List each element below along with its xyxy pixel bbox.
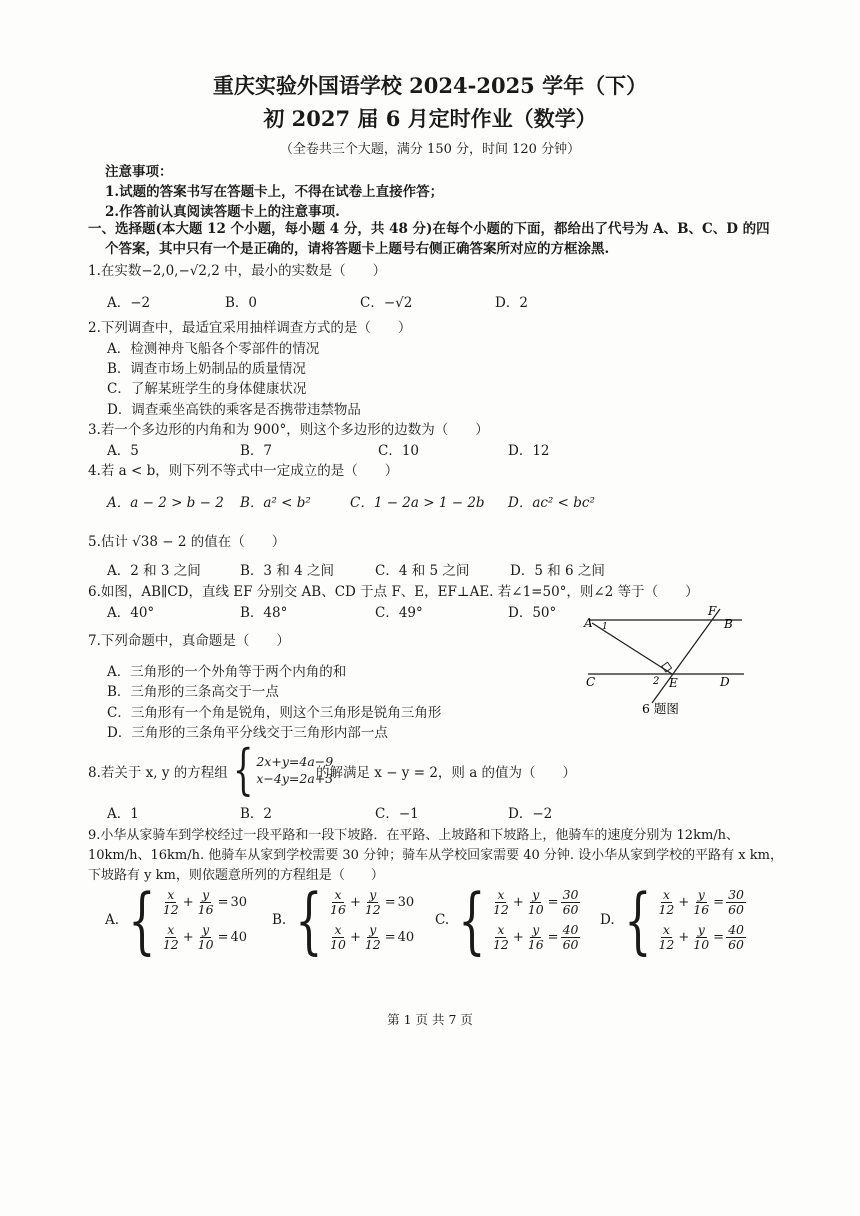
fraction (726, 888, 746, 917)
fraction (491, 888, 511, 917)
fraction-denominator: 12 (658, 902, 675, 917)
fraction-denominator: 12 (364, 937, 381, 952)
q3-option-a: A．5 (107, 443, 139, 459)
fraction-denominator: 12 (658, 937, 675, 952)
q4-option-d: D．ac² < bc² (508, 495, 595, 511)
q7-option-d: D．三角形的三条角平分线交于三角形内部一点 (107, 725, 388, 741)
fraction (561, 888, 581, 917)
section1-line1: 一、选择题(本大题 12 个小题，每小题 4 分，共 48 分)在每个小题的下面，都给出了代号为 A、B、C、D 的四 (88, 221, 770, 237)
q1-stem: 1.在实数−2,0,−√2,2 中，最小的实数是（ ） (88, 263, 387, 279)
fraction-denominator: 16 (197, 902, 214, 917)
q9-equation-row (656, 923, 746, 952)
fig-label-angle2: 2 (653, 676, 660, 687)
equals-sign: = (713, 895, 725, 910)
q6-figure-caption: 6 题图 (642, 701, 679, 716)
q4-option-a: A．a − 2 > b − 2 (107, 495, 224, 511)
q9-equation-row (656, 888, 746, 917)
fraction (491, 923, 511, 952)
fraction-numerator: x (662, 887, 670, 902)
fraction (363, 888, 383, 917)
q8-stem-pre: 8.若关于 x, y 的方程组 (88, 765, 228, 781)
q9-option-c (435, 878, 580, 962)
fraction-denominator: 10 (330, 937, 346, 952)
q8-option-c: C．−1 (375, 806, 419, 822)
q6-stem: 6.如图，AB∥CD，直线 EF 分别交 AB、CD 于点 F、E，EF⊥AE. 若∠1=50°，则∠2 等于（ ） (88, 584, 699, 600)
q9-option-label: B. (272, 912, 287, 928)
fraction-numerator: y (697, 887, 705, 902)
rhs-value: 40 (397, 930, 415, 945)
q9-line3: 下坡路有 y km，则依题意所列的方程组是（ ） (88, 868, 384, 883)
fraction-numerator: y (369, 922, 377, 937)
q3-option-b: B．7 (240, 443, 273, 459)
plus-sign: + (512, 895, 524, 910)
rhs-value: 30 (397, 895, 415, 910)
q9-option-d (600, 878, 746, 962)
q7-stem: 7.下列命题中，真命题是（ ） (88, 633, 290, 649)
fraction-denominator: 10 (197, 937, 214, 952)
fraction-denominator: 12 (162, 902, 179, 917)
fraction (526, 888, 546, 917)
fraction-denominator: 16 (527, 937, 544, 952)
fraction-denominator: 16 (693, 902, 710, 917)
q1-option-c: C．−√2 (360, 295, 413, 311)
q5-stem: 5.估计 √38 − 2 的值在（ ） (88, 534, 286, 550)
fraction-numerator: x (167, 922, 175, 937)
q8-option-a: A．1 (107, 806, 139, 822)
q5-option-c: C．4 和 5 之间 (375, 563, 470, 579)
plus-sign: + (678, 930, 690, 945)
q8-stem-post: 的解满足 x − y = 2，则 a 的值为（ ） (316, 765, 577, 781)
q9-option-b (272, 878, 415, 962)
fig-label-e: E (669, 676, 678, 690)
exam-title-subject: 初 2027 届 6 月定时作业（数学） (263, 106, 597, 131)
equals-sign: = (384, 895, 396, 910)
fraction (691, 923, 711, 952)
fraction-numerator: y (532, 887, 540, 902)
q2-option-c: C．了解某班学生的身体健康状况 (107, 381, 307, 397)
fig-label-d: D (720, 675, 730, 689)
q5-option-b: B．3 和 4 之间 (240, 563, 334, 579)
fraction-denominator: 12 (492, 937, 509, 952)
notes-heading: 注意事项： (105, 164, 173, 180)
fraction-numerator: y (202, 887, 210, 902)
plus-sign: + (182, 895, 194, 910)
q9-brace: { (458, 878, 486, 962)
q9-line2: 10km/h、16km/h. 他骑车从家到学校需要 30 分钟；骑车从学校回家需要 40 分钟. 设小华从家到学校的平路有 x km， (88, 848, 783, 863)
q4-stem: 4.若 a < b，则下列不等式中一定成立的是（ ） (88, 463, 399, 479)
fraction-numerator: x (334, 922, 342, 937)
fraction-denominator: 10 (693, 937, 710, 952)
fig-label-f: F (708, 604, 717, 618)
fraction-denominator: 10 (527, 902, 544, 917)
q2-option-a: A．检测神舟飞船各个零部件的情况 (107, 341, 320, 357)
q3-option-c: C．10 (378, 443, 420, 459)
fraction (561, 923, 581, 952)
fig-label-angle1: 1 (602, 622, 608, 632)
fig-label-c: C (586, 675, 596, 689)
fraction (328, 888, 348, 917)
q7-option-a: A．三角形的一个外角等于两个内角的和 (107, 664, 347, 680)
q9-option-a (105, 878, 248, 962)
rhs-value: 40 (230, 930, 248, 945)
equals-sign: = (217, 930, 229, 945)
q1-option-b: B．0 (225, 295, 258, 311)
fraction-denominator: 16 (330, 902, 346, 917)
q2-option-d: D．调查乘坐高铁的乘客是否携带违禁物品 (107, 402, 361, 418)
equals-sign: = (547, 930, 559, 945)
q4-option-c: C．1 − 2a > 1 − 2b (350, 495, 485, 511)
q9-equation-row (161, 923, 247, 952)
equals-sign: = (384, 930, 396, 945)
q6-option-b: B．48° (240, 605, 288, 621)
fraction-numerator: x (334, 887, 342, 902)
fraction-denominator: 60 (562, 902, 579, 917)
fraction (161, 923, 181, 952)
rhs-value: 30 (230, 895, 248, 910)
fraction (726, 923, 746, 952)
q6-option-c: C．49° (375, 605, 423, 621)
q1-option-a: A．−2 (107, 295, 151, 311)
fraction (196, 923, 216, 952)
q9-option-label: A. (105, 912, 120, 928)
fraction-numerator: y (532, 922, 540, 937)
plus-sign: + (512, 930, 524, 945)
q1-option-d: D．2 (495, 295, 528, 311)
q8-eq1: 2x+y=4a−9 (256, 754, 334, 769)
fraction-numerator: x (662, 922, 670, 937)
fraction (161, 888, 181, 917)
fraction-numerator: x (497, 922, 505, 937)
fraction (656, 923, 676, 952)
q8-eq2: x−4y=2a+3 (256, 771, 334, 786)
equals-sign: = (547, 895, 559, 910)
q9-brace: { (128, 878, 156, 962)
fig-label-b: B (724, 617, 733, 631)
q9-brace: { (295, 878, 323, 962)
fraction-denominator: 12 (364, 902, 381, 917)
q7-option-c: C．三角形有一个角是锐角，则这个三角形是锐角三角形 (107, 705, 442, 721)
q6-figure (580, 603, 750, 721)
fraction (328, 923, 348, 952)
q9-option-label: C. (435, 912, 450, 928)
note-item-2: 2.作答前认真阅读答题卡上的注意事项. (105, 204, 340, 220)
fraction-numerator: 40 (728, 922, 744, 937)
fraction (656, 888, 676, 917)
q9-equation-row (328, 923, 414, 952)
fraction-denominator: 12 (492, 902, 509, 917)
fraction-denominator: 60 (728, 902, 744, 917)
equals-sign: = (217, 895, 229, 910)
plus-sign: + (349, 895, 361, 910)
q6-option-a: A．40° (107, 605, 155, 621)
q7-option-b: B．三角形的三条高交于一点 (107, 684, 279, 700)
fraction (691, 888, 711, 917)
q6-option-d: D．50° (508, 605, 557, 621)
fraction-denominator: 60 (728, 937, 744, 952)
exam-title-school: 重庆实验外国语学校 2024-2025 学年（下） (212, 73, 648, 98)
q5-option-d: D．5 和 6 之间 (510, 563, 605, 579)
q3-option-d: D．12 (508, 443, 550, 459)
fraction (363, 923, 383, 952)
q9-line1: 9.小华从家骑车到学校经过一段平路和一段下坡路．在平路、上坡路和下坡路上，他骑车的速度分别为 12km/h、 (88, 828, 740, 843)
fraction-numerator: x (497, 887, 505, 902)
plus-sign: + (182, 930, 194, 945)
equals-sign: = (713, 930, 725, 945)
q2-option-b: B．调查市场上奶制品的质量情况 (107, 361, 306, 377)
fraction-numerator: y (369, 887, 377, 902)
fraction-numerator: 30 (728, 887, 744, 902)
fraction-denominator: 60 (562, 937, 579, 952)
q5-option-a: A．2 和 3 之间 (107, 563, 201, 579)
fraction (196, 888, 216, 917)
q2-stem: 2.下列调查中，最适宜采用抽样调查方式的是（ ） (88, 320, 412, 336)
fraction-numerator: y (202, 922, 210, 937)
fraction-numerator: x (167, 887, 175, 902)
q9-equation-row (491, 888, 581, 917)
q8-option-b: B．2 (240, 806, 273, 822)
q3-stem: 3.若一个多边形的内角和为 900°，则这个多边形的边数为（ ） (88, 422, 489, 438)
plus-sign: + (678, 895, 690, 910)
q9-equation-row (491, 923, 581, 952)
q8-option-d: D．−2 (508, 806, 553, 822)
fraction-numerator: y (697, 922, 705, 937)
q4-option-b: B．a² < b² (240, 495, 311, 511)
fraction-numerator: 40 (562, 922, 579, 937)
fraction-denominator: 12 (162, 937, 179, 952)
page-footer: 第 1 页 共 7 页 (387, 1012, 473, 1027)
q9-equation-row (161, 888, 247, 917)
fraction-numerator: 30 (562, 887, 579, 902)
q8-brace: { (232, 738, 254, 801)
q9-option-label: D. (600, 912, 615, 928)
fraction (526, 923, 546, 952)
fig-label-a: A (584, 616, 593, 630)
section1-line2: 个答案，其中只有一个是正确的，请将答题卡上题号右侧正确答案所对应的方框涂黑. (105, 241, 610, 257)
exam-subtitle: （全卷共三个大题，满分 150 分，时间 120 分钟） (279, 142, 581, 157)
note-item-1: 1.试题的答案书写在答题卡上，不得在试卷上直接作答； (105, 184, 444, 200)
q9-equation-row (328, 888, 414, 917)
plus-sign: + (349, 930, 361, 945)
q9-brace: { (623, 878, 652, 962)
